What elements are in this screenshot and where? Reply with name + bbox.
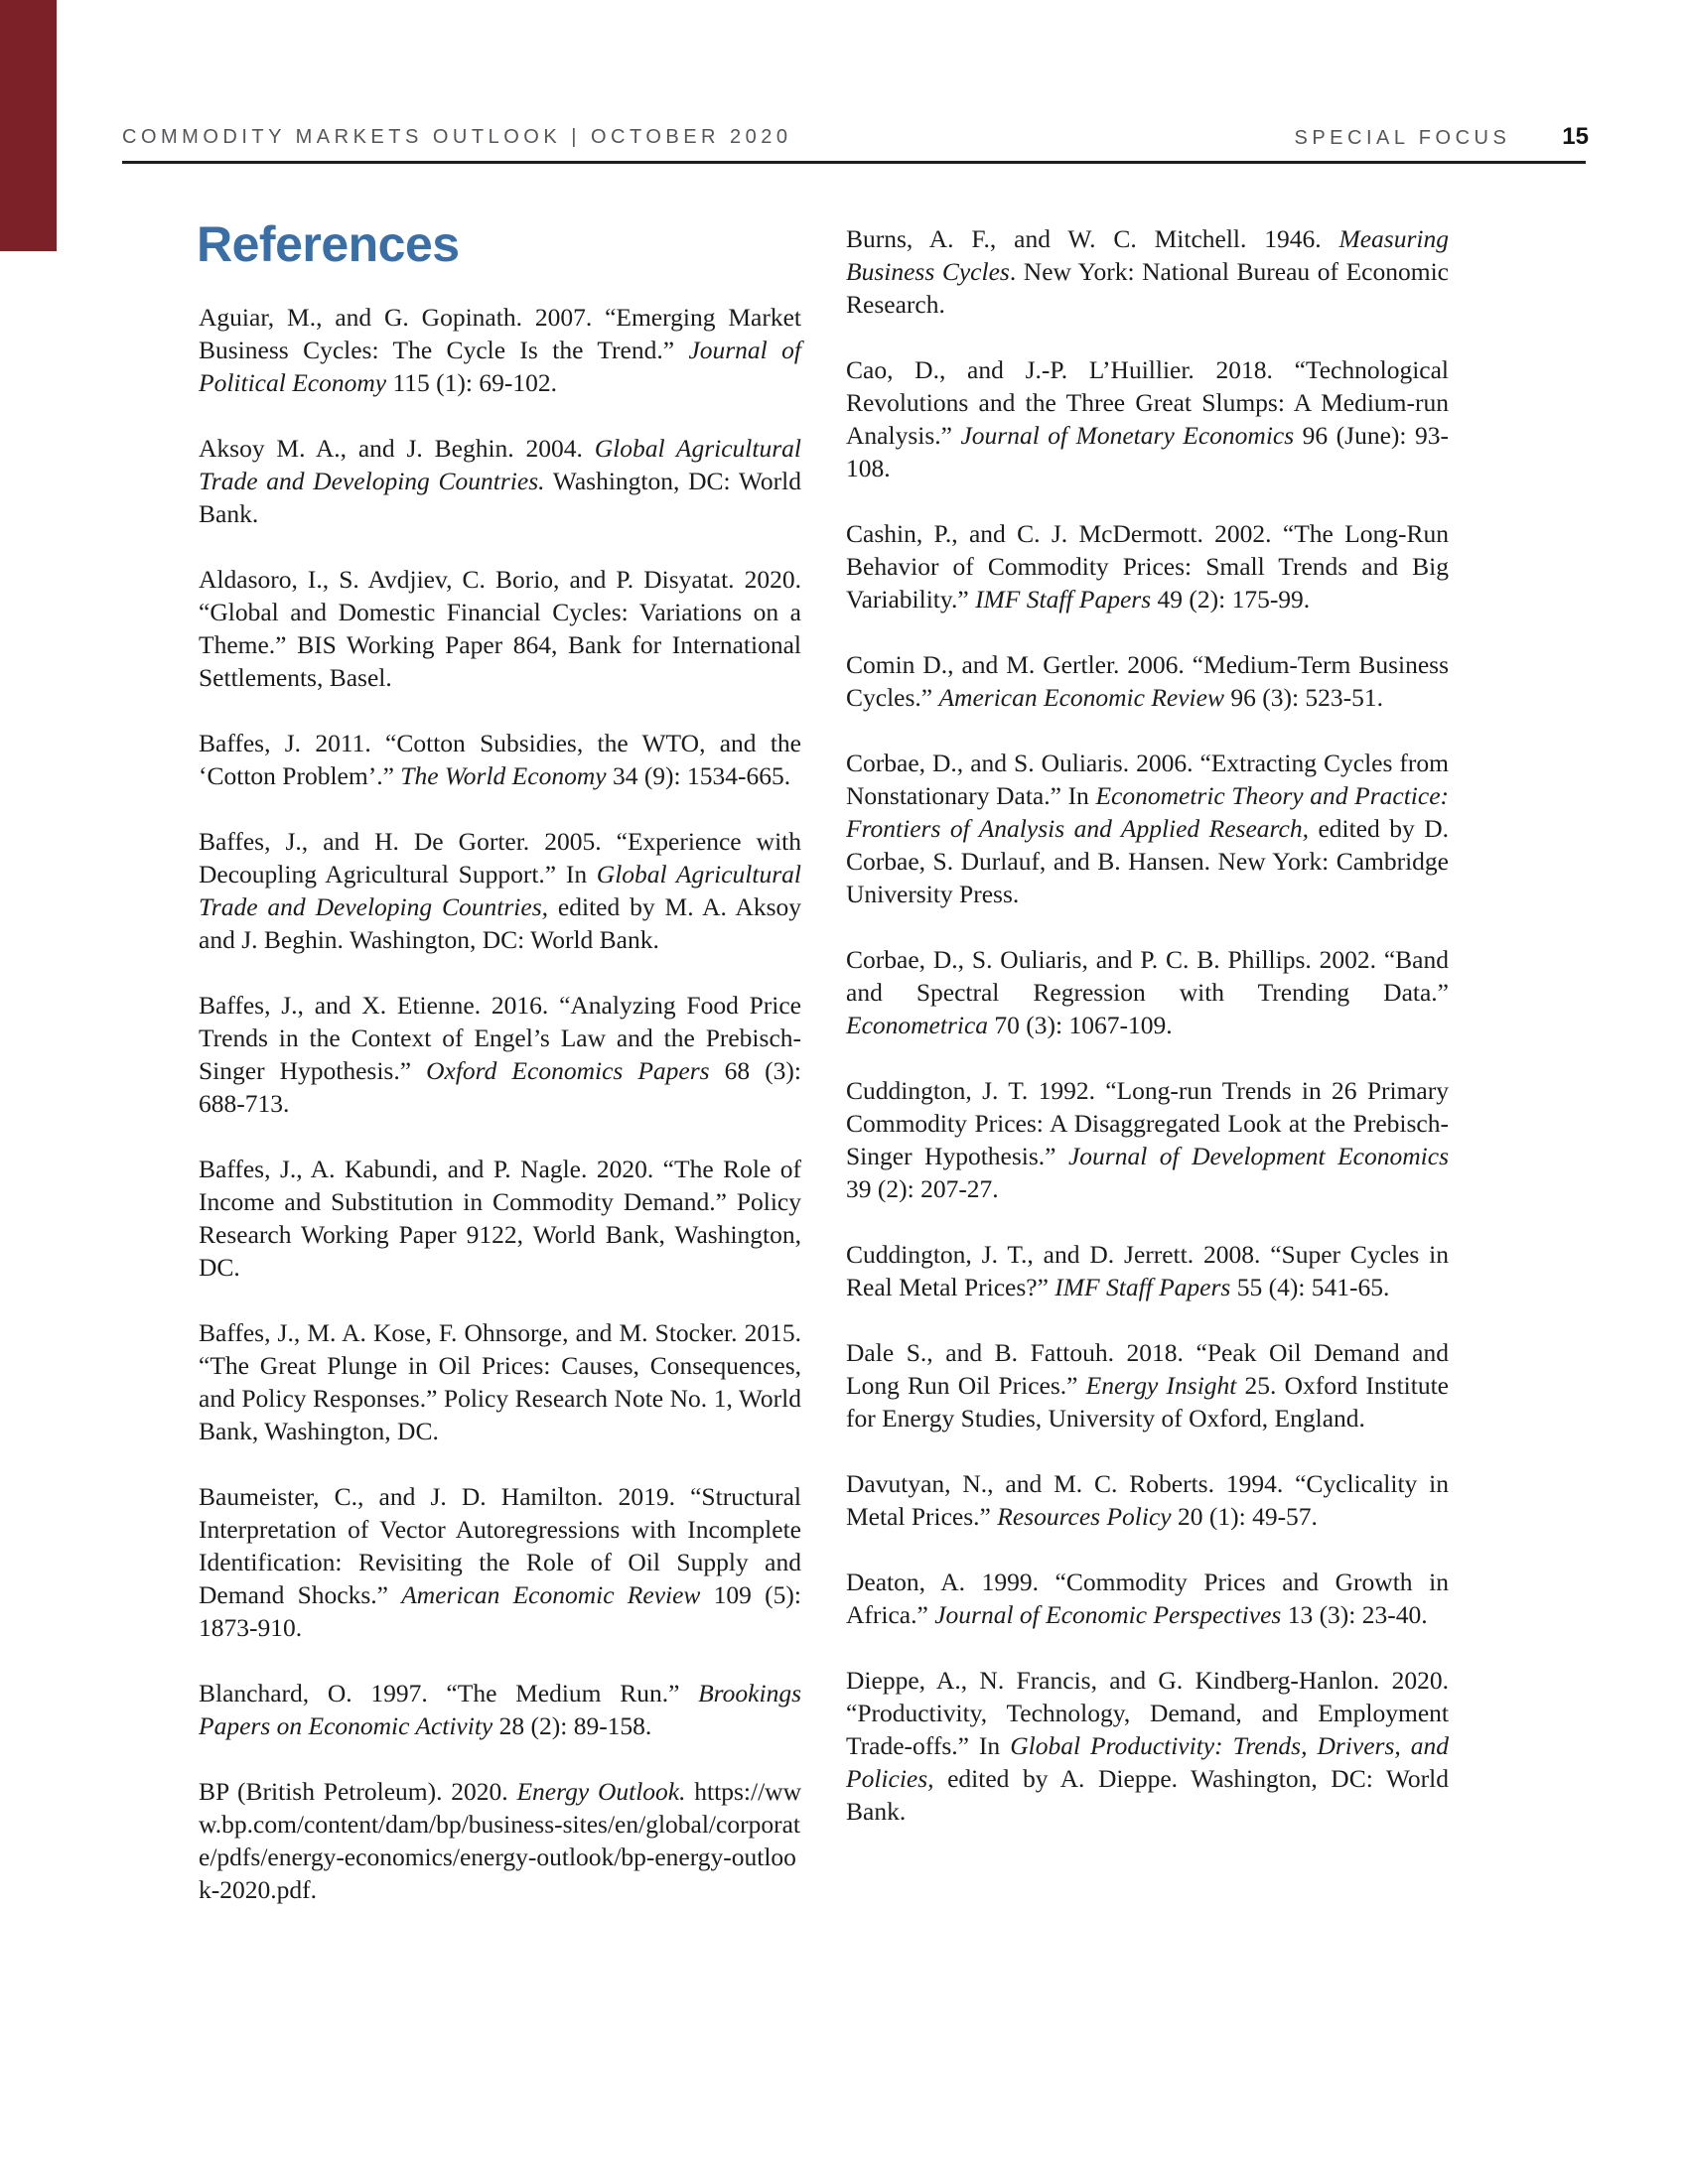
reference-entry: Aguiar, M., and G. Gopinath. 2007. “Emerging Market Business Cycles: The Cycle Is the Trend.” Journal of Political Economy 115 (1): 69-102. bbox=[199, 303, 801, 397]
reference-entry: Baumeister, C., and J. D. Hamilton. 2019. “Structural Interpretation of Vector Autoregressions with Incomplete Identification: Revisiting the Role of Oil Supply and Demand Shocks.” American Economic Review 109 (5): 1873-910. bbox=[199, 1482, 801, 1642]
reference-entry: BP (British Petroleum). 2020. Energy Outlook. https://www.bp.com/content/dam/bp/business-sites/en/global/corporate/pdfs/energy-economics/energy-outlook/bp-energy-outlook-2020.pdf. bbox=[199, 1777, 801, 1904]
reference-entry: Corbae, D., and S. Ouliaris. 2006. “Extracting Cycles from Nonstationary Data.” In Econometric Theory and Practice: Frontiers of Analysis and Applied Research, edited by D. Corbae, S. Durlauf, and B. Hansen. New York: Cambridge University Press. bbox=[846, 749, 1449, 908]
reference-entry: Burns, A. F., and W. C. Mitchell. 1946. Measuring Business Cycles. New York: National Bureau of Economic Research. bbox=[846, 224, 1449, 319]
reference-entry: Corbae, D., S. Ouliaris, and P. C. B. Phillips. 2002. “Band and Spectral Regression with Trending Data.” Econometrica 70 (3): 1067-109. bbox=[846, 945, 1449, 1039]
reference-entry: Cuddington, J. T., and D. Jerrett. 2008. “Super Cycles in Real Metal Prices?” IMF Staff Papers 55 (4): 541-65. bbox=[846, 1240, 1449, 1301]
running-head-right bbox=[1295, 123, 1590, 151]
reference-entry: Baffes, J., and H. De Gorter. 2005. “Experience with Decoupling Agricultural Support.” In Global Agricultural Trade and Developing Countries, edited by M. A. Aksoy and J. Beghin. Washington, DC: World Bank. bbox=[199, 827, 801, 954]
reference-entry: Dieppe, A., N. Francis, and G. Kindberg-Hanlon. 2020. “Productivity, Technology, Demand, and Employment Trade-offs.” In Global Productivity: Trends, Drivers, and Policies, edited by A. Dieppe. Washington, DC: World Bank. bbox=[846, 1666, 1450, 1826]
reference-entry: Davutyan, N., and M. C. Roberts. 1994. “Cyclicality in Metal Prices.” Resources Policy 20 (1): 49-57. bbox=[846, 1469, 1449, 1531]
reference-entry: Deaton, A. 1999. “Commodity Prices and Growth in Africa.” Journal of Economic Perspectives 13 (3): 23-40. bbox=[846, 1568, 1449, 1629]
reference-entry: Cuddington, J. T. 1992. “Long-run Trends in 26 Primary Commodity Prices: A Disaggregated Look at the Prebisch-Singer Hypothesis.” Journal of Development Economics 39 (2): 207-27. bbox=[846, 1076, 1449, 1203]
header-divider bbox=[122, 161, 1586, 164]
reference-entry: Baffes, J., A. Kabundi, and P. Nagle. 2020. “The Role of Income and Substitution in Commodity Demand.” Policy Research Working Paper 9122, World Bank, Washington, DC. bbox=[199, 1155, 801, 1282]
reference-entry: Aksoy M. A., and J. Beghin. 2004. Global Agricultural Trade and Developing Countries. Washington, DC: World Bank. bbox=[199, 434, 801, 528]
page-title: References bbox=[197, 216, 460, 272]
reference-entry: Blanchard, O. 1997. “The Medium Run.” Brookings Papers on Economic Activity 28 (2): 89-158. bbox=[199, 1679, 801, 1740]
reference-entry: Comin D., and M. Gertler. 2006. “Medium-Term Business Cycles.” American Economic Review 96 (3): 523-51. bbox=[846, 650, 1449, 712]
reference-entry: Cashin, P., and C. J. McDermott. 2002. “The Long-Run Behavior of Commodity Prices: Small Trends and Big Variability.” IMF Staff Papers 49 (2): 175-99. bbox=[846, 519, 1449, 614]
reference-entry: Cao, D., and J.-P. L’Huillier. 2018. “Technological Revolutions and the Three Great Slumps: A Medium-run Analysis.” Journal of Monetary Economics 96 (June): 93-108. bbox=[846, 355, 1449, 482]
running-head-left: COMMODITY MARKETS OUTLOOK | OCTOBER 2020 bbox=[122, 126, 792, 148]
reference-entry: Baffes, J., and X. Etienne. 2016. “Analyzing Food Price Trends in the Context of Engel’s Law and the Prebisch-Singer Hypothesis.” Oxford Economics Papers 68 (3): 688-713. bbox=[199, 991, 801, 1118]
reference-entry: Aldasoro, I., S. Avdjiev, C. Borio, and P. Disyatat. 2020. “Global and Domestic Financial Cycles: Variations on a Theme.” BIS Working Paper 864, Bank for International Settlements, Basel. bbox=[199, 565, 801, 692]
references-column-left bbox=[199, 301, 801, 1939]
references-column-right bbox=[846, 222, 1449, 1860]
reference-entry: Dale S., and B. Fattouh. 2018. “Peak Oil Demand and Long Run Oil Prices.” Energy Insight 25. Oxford Institute for Energy Studies, University of Oxford, England. bbox=[846, 1338, 1449, 1433]
reference-entry: Baffes, J., M. A. Kose, F. Ohnsorge, and M. Stocker. 2015. “The Great Plunge in Oil Prices: Causes, Consequences, and Policy Responses.” Policy Research Note No. 1, World Bank, Washington, DC. bbox=[199, 1318, 801, 1445]
section-color-tab bbox=[0, 0, 57, 251]
running-head-section-label: SPECIAL FOCUS bbox=[1294, 127, 1511, 149]
reference-entry: Baffes, J. 2011. “Cotton Subsidies, the WTO, and the ‘Cotton Problem’.” The World Economy 34 (9): 1534-665. bbox=[199, 729, 801, 790]
page-number: 15 bbox=[1562, 123, 1589, 150]
